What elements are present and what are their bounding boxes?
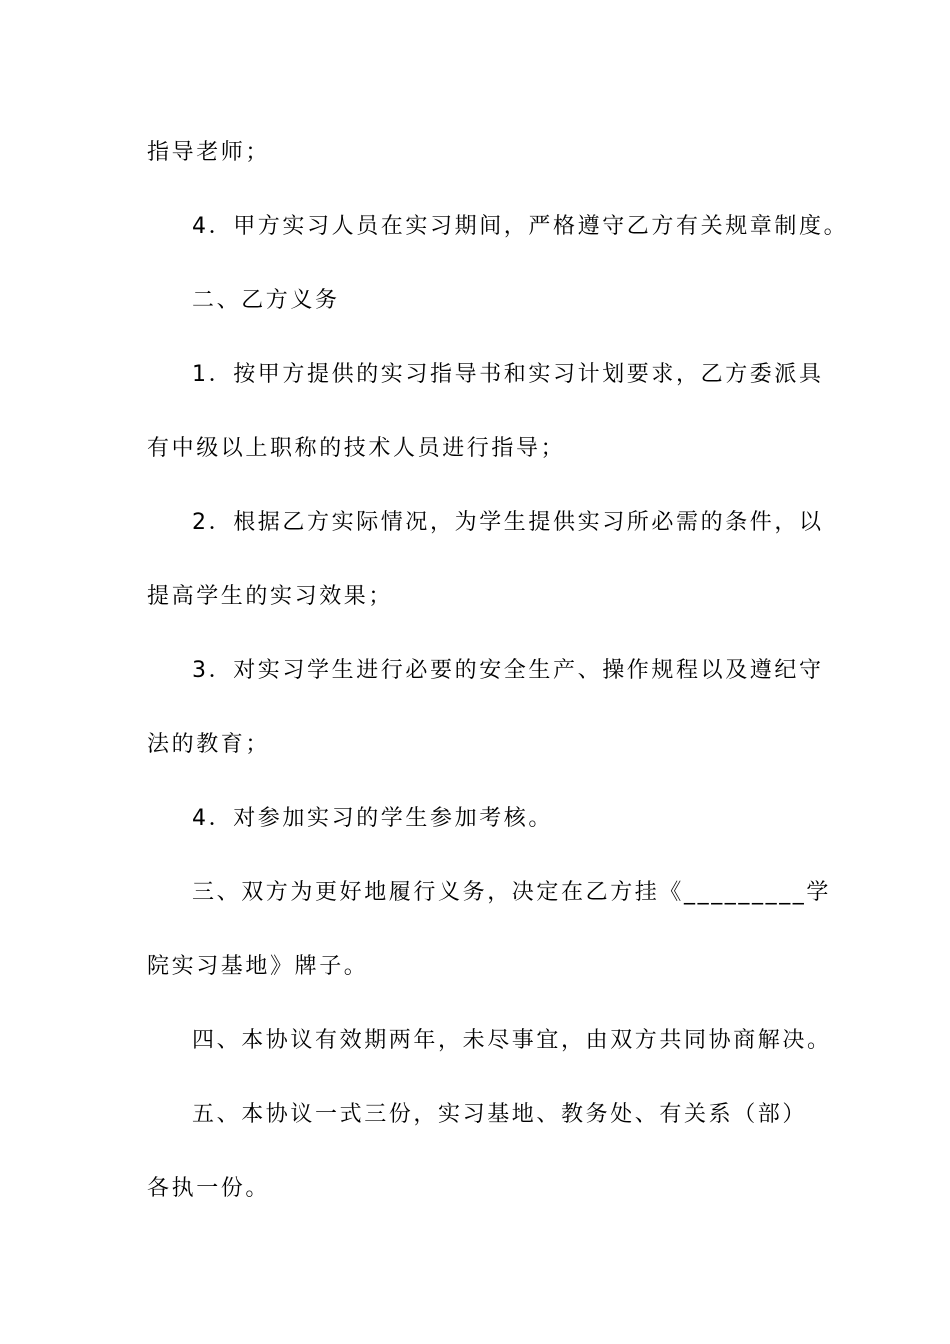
paragraph-line: 三、双方为更好地履行义务，决定在乙方挂《_________学 xyxy=(192,880,832,905)
paragraph-line: 有中级以上职称的技术人员进行指导； xyxy=(147,436,566,461)
paragraph-line: 法的教育； xyxy=(147,732,271,757)
paragraph-line: 四、本协议有效期两年，未尽事宜，由双方共同协商解决。 xyxy=(192,1028,832,1053)
section-heading: 二、乙方义务 xyxy=(192,288,340,313)
paragraph-line: 4．对参加实习的学生参加考核。 xyxy=(192,806,553,831)
paragraph-line: 各执一份。 xyxy=(147,1176,271,1201)
paragraph-line: 3．对实习学生进行必要的安全生产、操作规程以及遵纪守 xyxy=(192,658,824,683)
paragraph-line: 提高学生的实习效果； xyxy=(147,584,394,609)
paragraph-line: 2．根据乙方实际情况，为学生提供实习所必需的条件，以 xyxy=(192,510,824,535)
paragraph-line: 院实习基地》牌子。 xyxy=(147,954,369,979)
paragraph-line: 指导老师； xyxy=(147,140,271,165)
paragraph-line: 4．甲方实习人员在实习期间，严格遵守乙方有关规章制度。 xyxy=(192,214,849,239)
paragraph-line: 1．按甲方提供的实习指导书和实习计划要求，乙方委派具 xyxy=(192,362,824,387)
paragraph-line: 五、本协议一式三份，实习基地、教务处、有关系（部） xyxy=(192,1102,808,1127)
